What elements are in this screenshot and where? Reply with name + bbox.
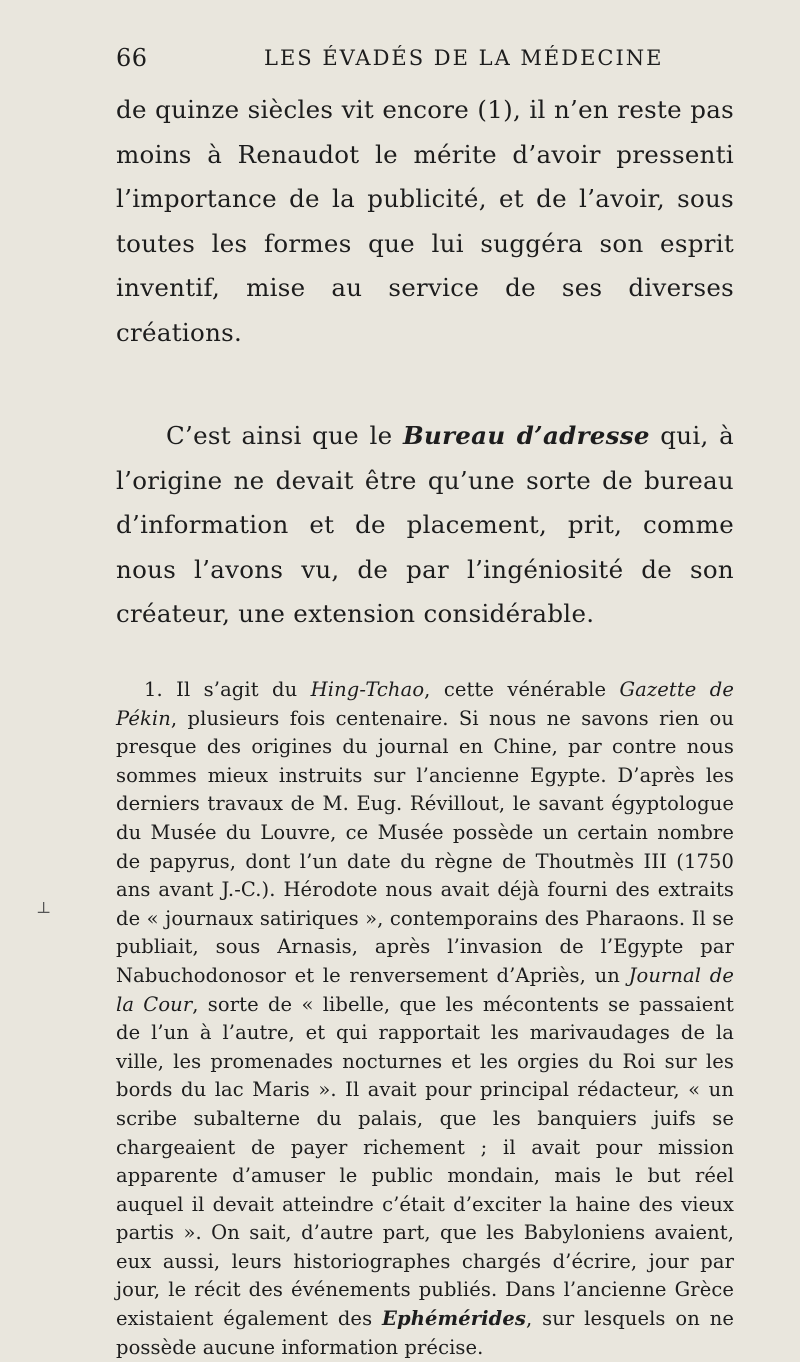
footnote-text-5: , sur lesquels on ne possède aucune information précise. — [116, 1307, 735, 1359]
running-title: LES ÉVADÉS DE LA MÉDECINE — [264, 46, 664, 70]
footnote-text-2: , cette vénérable — [424, 678, 620, 701]
footnote-text-1: Il s’agit du — [162, 678, 311, 701]
page-header — [116, 44, 734, 74]
footnote-text-4: , sorte de « libelle, que les mécontents se passaient de l’un à l’autre, et qui rapportait les marivaudages de la ville, les promenades nocturnes et les orgies du Roi sur les bords du lac Maris ». Il avait pour principal rédacteur, « un scribe subalterne du palais, que les banquiers juifs se chargeaient de payer richement ; il avait pour mission apparente d’amuser le public mondain, mais le but réel auquel il devait atteindre c’était d’exciter la haine des vieux partis ». On sait, d’autre part, que les Babyloniens avaient, eux aussi, leurs historiographes chargés d’écrire, jour par jour, le récit des événements publiés. Dans l’ancienne Grèce existaient également des — [116, 992, 734, 1331]
paragraph-1: de quinze siècles vit encore (1), il n’en reste pas moins à Renaudot le mérite d’avoir pressenti l’importance de la publicité, et de l’avoir, sous toutes les formes que lui suggéra son esprit inventif, mise au service de ses diverses créations. — [116, 95, 734, 347]
footnote-italic-gazette: Gazette de Pékin — [116, 678, 734, 730]
footnote-text-3: , plusieurs fois centenaire. Si nous ne savons rien ou presque des origines du journal en Chine, par contre nous sommes mieux instruits sur l’ancienne Egypte. D’après les derniers travaux de M. Eug. Révillout, le savant égyptologue du Musée du Louvre, ce Musée possède un certain nombre de papyrus, dont l’un date du règne de Thoutmès III (1750 ans avant J.-C.). Hérodote nous avait déjà fourni des extraits de « journaux satiriques », contemporains des Pharaons. Il se publiait, sous Arnasis, après l’invasion de l’Egypte par Nabuchodonosor et le renversement d’Apriès, un — [116, 706, 734, 987]
footnote-marker: 1. — [144, 678, 163, 701]
footnote-italic-hing-tchao: Hing-Tchao — [310, 678, 425, 701]
footnote-italic-journal-cour: Journal de la Cour — [116, 963, 734, 1016]
footnote-italic-ephemerides: Ephémérides — [382, 1307, 526, 1331]
paragraph-2-text-a: C’est ainsi que le — [166, 421, 403, 450]
paragraph-2-text-b: qui, à l’origine ne devait être qu’une sorte de bureau d’information et de placement, prit, comme nous l’avons vu, de par l’ingéniosité de son créateur, une extension considérable. — [116, 421, 734, 628]
margin-mark: ⊥ — [36, 898, 52, 917]
footnote — [116, 676, 734, 1362]
paragraph-2 — [116, 414, 734, 637]
emphasis-bureau-adresse: Bureau d’adresse — [402, 421, 650, 450]
page-number: 66 — [116, 44, 148, 72]
